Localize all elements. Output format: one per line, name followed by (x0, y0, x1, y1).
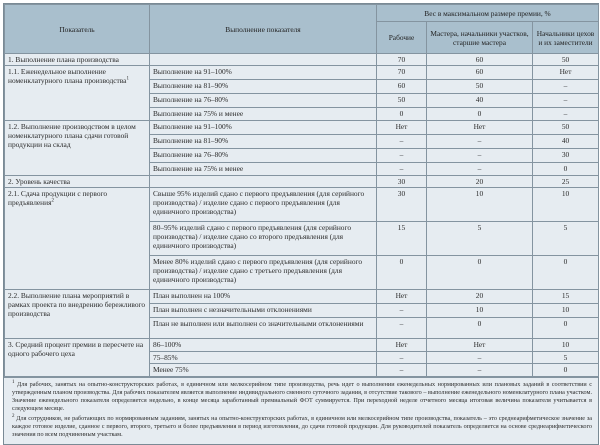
table-row (5, 188, 599, 222)
masters-cell: 20 (427, 290, 533, 304)
fulfillment-cell: Выполнение на 81–90% (150, 80, 377, 94)
header-weight-group: Вес в максимальном размере премии, % (377, 5, 599, 22)
masters-cell: – (427, 163, 533, 176)
workers-cell: Нет (377, 121, 427, 135)
workers-cell: 15 (377, 222, 427, 256)
masters-cell: Нет (427, 121, 533, 135)
header-indicator: Показатель (5, 5, 150, 54)
heads-cell: – (533, 94, 599, 108)
indicator-label: 2.2. Выполнение плана мероприятий в рамках проекта по внедрению бережливого производства (8, 291, 146, 318)
masters-cell: 10 (427, 188, 533, 222)
indicator-label: 3. Средний процент премии в пересчете на одного рабочего цеха (8, 340, 144, 358)
footnote-text: Для сотрудников, не работающих по нормированным заданиям, занятых на опытно-конструкторских работах, в единичном или мелкосерийном типе производства, показатель – это среднеарифметическое значение за каждое готовое изделие, сданное с первого, второго, третьего и более предъявления в период изготовления, до сдачи готовой продукции. Для руководителей показатель определяется на основе среднеарифметического значения по всем подчиненным участкам. (12, 415, 593, 438)
heads-cell: – (533, 80, 599, 94)
table-row (5, 66, 599, 80)
footnote-mark: 2 (12, 413, 15, 419)
footnote-ref: 1 (126, 76, 129, 82)
workers-cell: 30 (377, 188, 427, 222)
footnote (12, 415, 592, 439)
workers-cell: Нет (377, 290, 427, 304)
footnote-text: Для рабочих, занятых на опытно-конструкторских работах, в единичном или мелкосерийном типе производства, речь идет о выполнении еженедельных нормированных или плановых заданий в соответствии с утвержденным планом производства. Для рабочих показателем является выполнение индивидуального сменного суточного задания, в отсутствие такового – выполнение еженедельного номенклатурного плана участком. Значение еженедельного показателя определяется недельно, в конце месяца заработанный премиальный ФОТ суммируется. При переходной неделе отчетного месяца итоговая величина показателя учитывается в следующем месяце. (12, 381, 593, 412)
table-row (5, 121, 599, 135)
fulfillment-cell: Выполнение на 75% и менее (150, 163, 377, 176)
footnote-mark: 1 (12, 379, 15, 385)
header-workers: Рабочие (377, 22, 427, 54)
footnotes (4, 377, 598, 444)
heads-cell: 5 (533, 222, 599, 256)
header-fulfillment: Выполнение показателя (150, 5, 377, 54)
fulfillment-cell: Выполнение на 76–80% (150, 149, 377, 163)
masters-cell: – (427, 149, 533, 163)
indicator-label: 2.1. Сдача продукции с первого предъявления (8, 189, 108, 207)
indicator-cell (5, 290, 150, 339)
workers-cell: – (377, 304, 427, 318)
heads-cell: – (533, 108, 599, 121)
heads-cell: 10 (533, 339, 599, 352)
workers-cell: – (377, 163, 427, 176)
fulfillment-cell: Менее 75% (150, 364, 377, 377)
fulfillment-cell: План выполнен на 100% (150, 290, 377, 304)
table-row (5, 54, 599, 66)
indicator-label: 1.1. Еженедельное выполнение номенклатурного плана производства (8, 67, 127, 85)
indicator-cell (5, 188, 150, 290)
masters-cell: – (427, 135, 533, 149)
masters-cell: Нет (427, 339, 533, 352)
fulfillment-cell: Выполнение на 81–90% (150, 135, 377, 149)
indicator-label: 2. Уровень качества (8, 177, 71, 186)
workers-cell: 70 (377, 66, 427, 80)
footnote-ref: 2 (51, 198, 54, 204)
fulfillment-cell: План не выполнен или выполнен со значительными отклонениями (150, 318, 377, 339)
header-heads: Начальники цехов и их заместители (533, 22, 599, 54)
masters-cell: 0 (427, 108, 533, 121)
masters-cell: – (427, 364, 533, 377)
fulfillment-cell: Выполнение на 91–100% (150, 66, 377, 80)
heads-cell: 0 (533, 256, 599, 290)
workers-cell: 70 (377, 54, 427, 66)
masters-cell: 0 (427, 256, 533, 290)
fulfillment-cell: 86–100% (150, 339, 377, 352)
masters-cell: 0 (427, 318, 533, 339)
indicator-label: 1. Выполнение плана производства (8, 55, 119, 64)
heads-cell: 40 (533, 135, 599, 149)
fulfillment-cell: 80–95% изделий сдано с первого предъявления (для серийного производства) / изделие сдано со второго предъявления (для единичного производства) (150, 222, 377, 256)
table-row (5, 176, 599, 188)
fulfillment-cell: Выполнение на 75% и менее (150, 108, 377, 121)
indicator-cell (5, 176, 150, 188)
masters-cell: 60 (427, 54, 533, 66)
bonus-weights-table (4, 4, 599, 377)
indicator-cell (5, 121, 150, 176)
workers-cell: 30 (377, 176, 427, 188)
fulfillment-cell: 75–85% (150, 352, 377, 364)
masters-cell: 20 (427, 176, 533, 188)
masters-cell: 10 (427, 304, 533, 318)
heads-cell: 50 (533, 121, 599, 135)
fulfillment-cell: Выполнение на 76–80% (150, 94, 377, 108)
fulfillment-cell (150, 54, 377, 66)
workers-cell: – (377, 318, 427, 339)
indicator-cell (5, 54, 150, 66)
heads-cell: 25 (533, 176, 599, 188)
workers-cell: 60 (377, 80, 427, 94)
workers-cell: – (377, 364, 427, 377)
heads-cell: 30 (533, 149, 599, 163)
bonus-weights-table-container (3, 3, 599, 445)
workers-cell: – (377, 352, 427, 364)
indicator-cell (5, 66, 150, 121)
heads-cell: 0 (533, 163, 599, 176)
masters-cell: – (427, 352, 533, 364)
workers-cell: – (377, 149, 427, 163)
fulfillment-cell: Менее 80% изделий сдано с первого предъявления (для серийного производства) / изделие сдано с третьего предъявления (для единичного производства) (150, 256, 377, 290)
heads-cell: 0 (533, 318, 599, 339)
table-row (5, 290, 599, 304)
workers-cell: 0 (377, 256, 427, 290)
workers-cell: – (377, 135, 427, 149)
heads-cell: 50 (533, 54, 599, 66)
indicator-label: 1.2. Выполнение производством в целом номенклатурного плана сдачи готовой продукции на склад (8, 122, 136, 149)
fulfillment-cell: Выполнение на 91–100% (150, 121, 377, 135)
heads-cell: 0 (533, 364, 599, 377)
table-row (5, 339, 599, 352)
workers-cell: Нет (377, 339, 427, 352)
fulfillment-cell: План выполнен с незначительными отклонениями (150, 304, 377, 318)
workers-cell: 50 (377, 94, 427, 108)
masters-cell: 60 (427, 66, 533, 80)
fulfillment-cell (150, 176, 377, 188)
heads-cell: 10 (533, 188, 599, 222)
heads-cell: 15 (533, 290, 599, 304)
heads-cell: 5 (533, 352, 599, 364)
masters-cell: 40 (427, 94, 533, 108)
footnote (12, 381, 592, 413)
workers-cell: 0 (377, 108, 427, 121)
indicator-cell (5, 339, 150, 377)
masters-cell: 5 (427, 222, 533, 256)
heads-cell: 10 (533, 304, 599, 318)
fulfillment-cell: Свыше 95% изделий сдано с первого предъявления (для серийного производства) / изделие сдано с первого предъявления (для единичного производства) (150, 188, 377, 222)
table-body (5, 54, 599, 377)
masters-cell: 50 (427, 80, 533, 94)
header-masters: Мастера, начальники участков, старшие мастера (427, 22, 533, 54)
heads-cell: Нет (533, 66, 599, 80)
